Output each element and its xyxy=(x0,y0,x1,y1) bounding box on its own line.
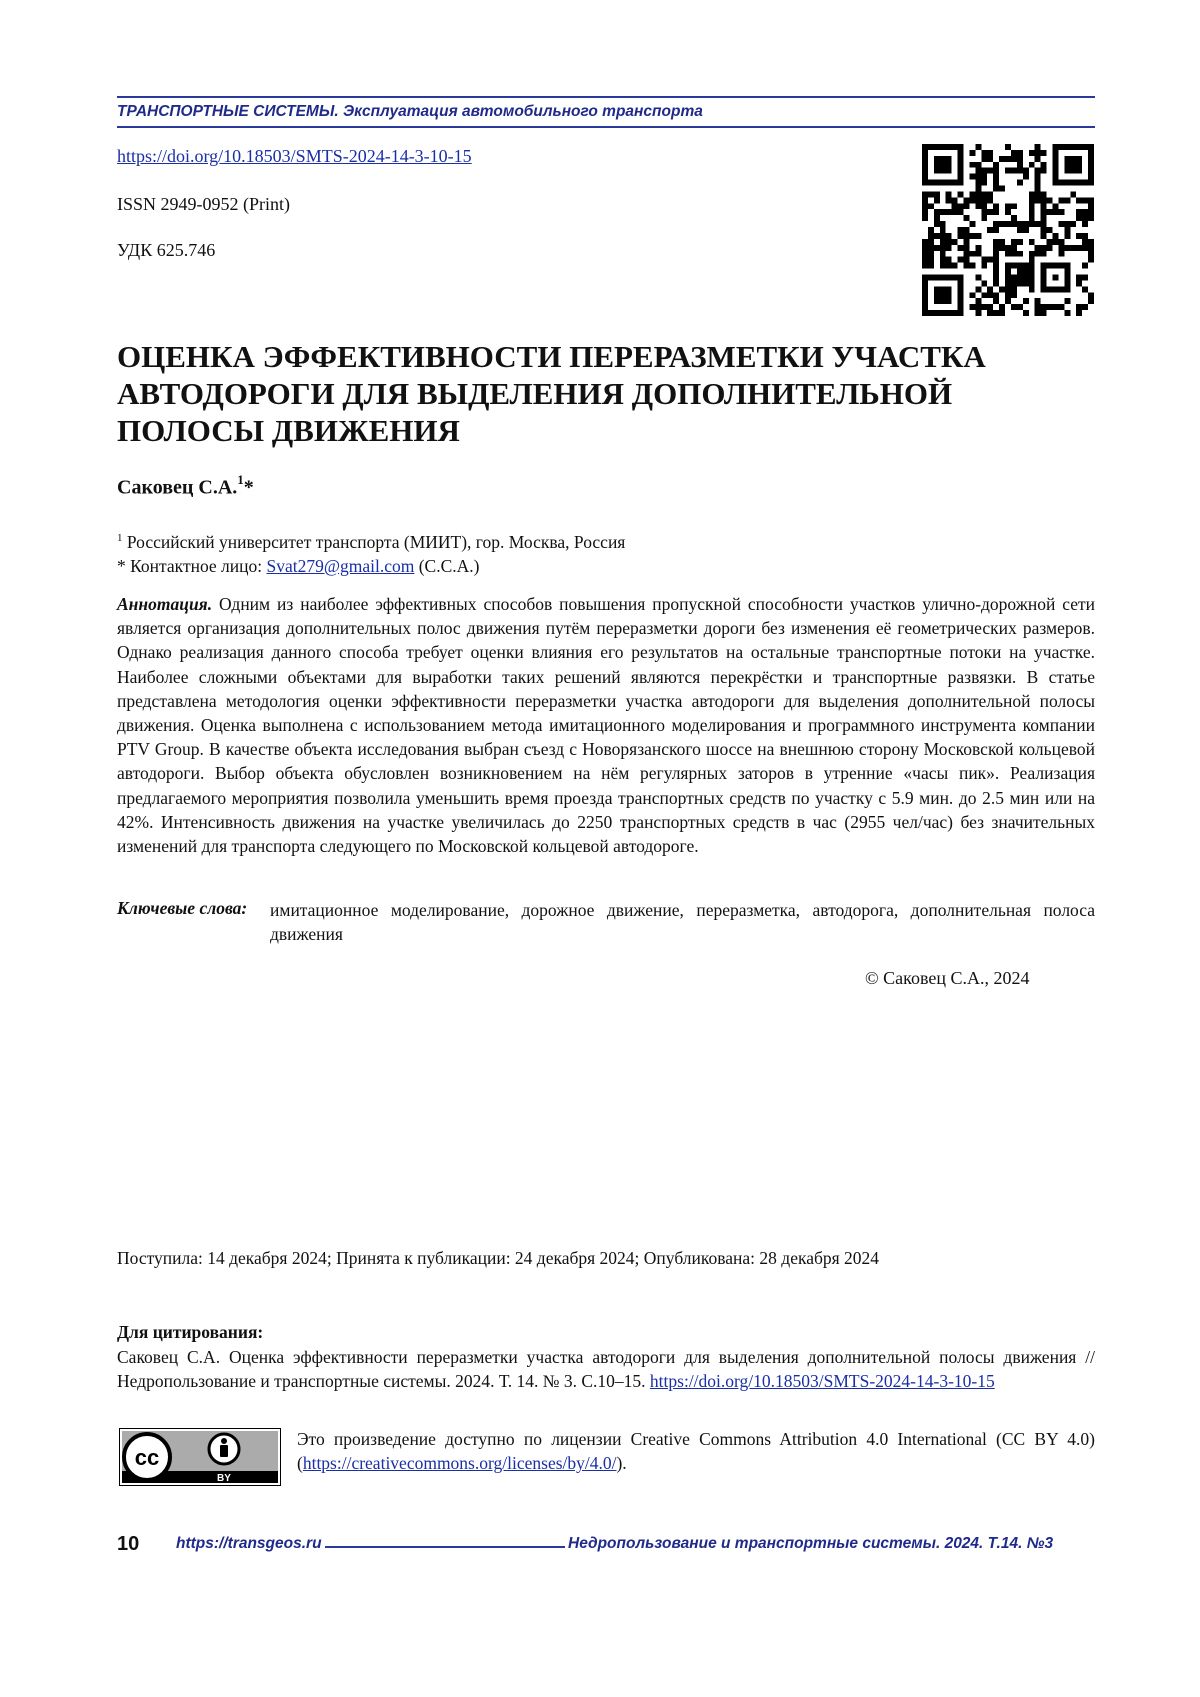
footer-rule xyxy=(325,1546,565,1548)
license-suffix: ). xyxy=(616,1453,627,1473)
author-star: * xyxy=(243,476,254,499)
title-line: АВТОДОРОГИ ДЛЯ ВЫДЕЛЕНИЯ ДОПОЛНИТЕЛЬНОЙ xyxy=(117,376,953,411)
affil-text: Российский университет транспорта (МИИТ), гор. Москва, Россия xyxy=(122,531,626,552)
cc-badge-text: cc xyxy=(134,1445,160,1470)
author-name: Саковец С.А. xyxy=(117,476,238,499)
keywords-label: Ключевые слова: xyxy=(117,898,248,918)
contact-suffix: (С.С.А.) xyxy=(414,555,480,576)
publication-dates: Поступила: 14 декабря 2024; Принята к публикации: 24 декабря 2024; Опубликована: 28 декабря 2024 xyxy=(117,1248,880,1268)
udc: УДК 625.746 xyxy=(117,240,216,260)
header-rule-bottom xyxy=(117,126,1095,128)
footer-journal: Недропользование и транспортные системы. 2024. Т.14. №3 xyxy=(568,1535,1054,1552)
cc-by-badge-icon[interactable] xyxy=(119,1428,281,1486)
contact-prefix: * Контактное лицо: xyxy=(117,555,267,576)
author xyxy=(117,474,254,500)
qr-code-icon xyxy=(922,144,1094,316)
affil-sup: 1 xyxy=(117,532,123,544)
by-badge-text: BY xyxy=(217,1473,231,1484)
footer-site-link[interactable]: https://transgeos.ru xyxy=(176,1535,322,1552)
header-rule-top xyxy=(117,96,1095,98)
abstract-label: Аннотация. xyxy=(117,594,213,614)
journal-section-bold: ТРАНСПОРТНЫЕ СИСТЕМЫ. xyxy=(117,103,339,120)
citation-label: Для цитирования: xyxy=(117,1322,264,1342)
license-link[interactable]: https://creativecommons.org/licenses/by/4.0/ xyxy=(302,1453,617,1473)
abstract-text: Одним из наиболее эффективных способов повышения пропускной способности участков улично-дорожной сети является организация дополнительных полос движения путём переразметки дороги без изменения её геометрических размеров. Однако реализация данного способа требует оценки влияния его результатов на остальные транспортные потоки на участке. Наиболее сложными объектами для выработки таких решений являются перекрёстки и транспортные развязки. В статье представлена методология оценки эффективности переразметки участка автодороги для выделения дополнительной полосы движения. Оценка выполнена с использованием метода имитационного моделирования и программного инструмента компании PTV Group. В качестве объекта исследования выбран съезд с Новорязанского шоссе на внешнюю сторону Московской кольцевой автодороги. Выбор объекта обусловлен возникновением на нём регулярных заторов в утренние «часы пик». Реализация предлагаемого мероприятия позволила уменьшить время проезда транспортных средств по участку с 5.9 мин. до 2.5 мин или на 42%. Интенсивность движения на участке увеличилась до 2250 транспортных средств в час (2955 чел/час) без значительных изменений для транспорта следующего по Московской кольцевой автодороге. xyxy=(117,594,1095,857)
article-title xyxy=(117,338,1077,449)
title-line: ПОЛОСЫ ДВИЖЕНИЯ xyxy=(117,413,460,448)
copyright: © Саковец С.А., 2024 xyxy=(865,968,1030,988)
citation-text: Саковец С.А. Оценка эффективности переразметки участка автодороги для выделения дополнительной полосы движения // Недропользование и транспортные системы. 2024. Т. 14. № 3. С.10–15. xyxy=(117,1347,1095,1391)
citation-doi-link[interactable]: https://doi.org/10.18503/SMTS-2024-14-3-10-15 xyxy=(649,1371,995,1391)
title-line: ОЦЕНКА ЭФФЕКТИВНОСТИ ПЕРЕРАЗМЕТКИ УЧАСТКА xyxy=(117,339,986,374)
email-link[interactable]: Svat279@gmail.com xyxy=(266,555,415,576)
citation xyxy=(117,1345,1095,1393)
page-number: 10 xyxy=(117,1533,140,1555)
license-text: Это произведение доступно по лицензии Creative Commons Attribution 4.0 International (CC BY 4.0) ( xyxy=(297,1429,1095,1473)
keywords-text: имитационное моделирование, дорожное движение, переразметка, автодорога, дополнительная полоса движения xyxy=(270,900,1095,944)
journal-section-header xyxy=(117,103,1095,121)
issn: ISSN 2949-0952 (Print) xyxy=(117,194,291,214)
journal-section-rest: Эксплуатация автомобильного транспорта xyxy=(338,103,703,120)
doi-link[interactable]: https://doi.org/10.18503/SMTS-2024-14-3-10-15 xyxy=(117,146,472,166)
abstract xyxy=(117,592,1095,858)
affiliation xyxy=(117,526,625,578)
author-affil-mark: 1 xyxy=(237,472,244,487)
license-notice xyxy=(297,1427,1095,1475)
